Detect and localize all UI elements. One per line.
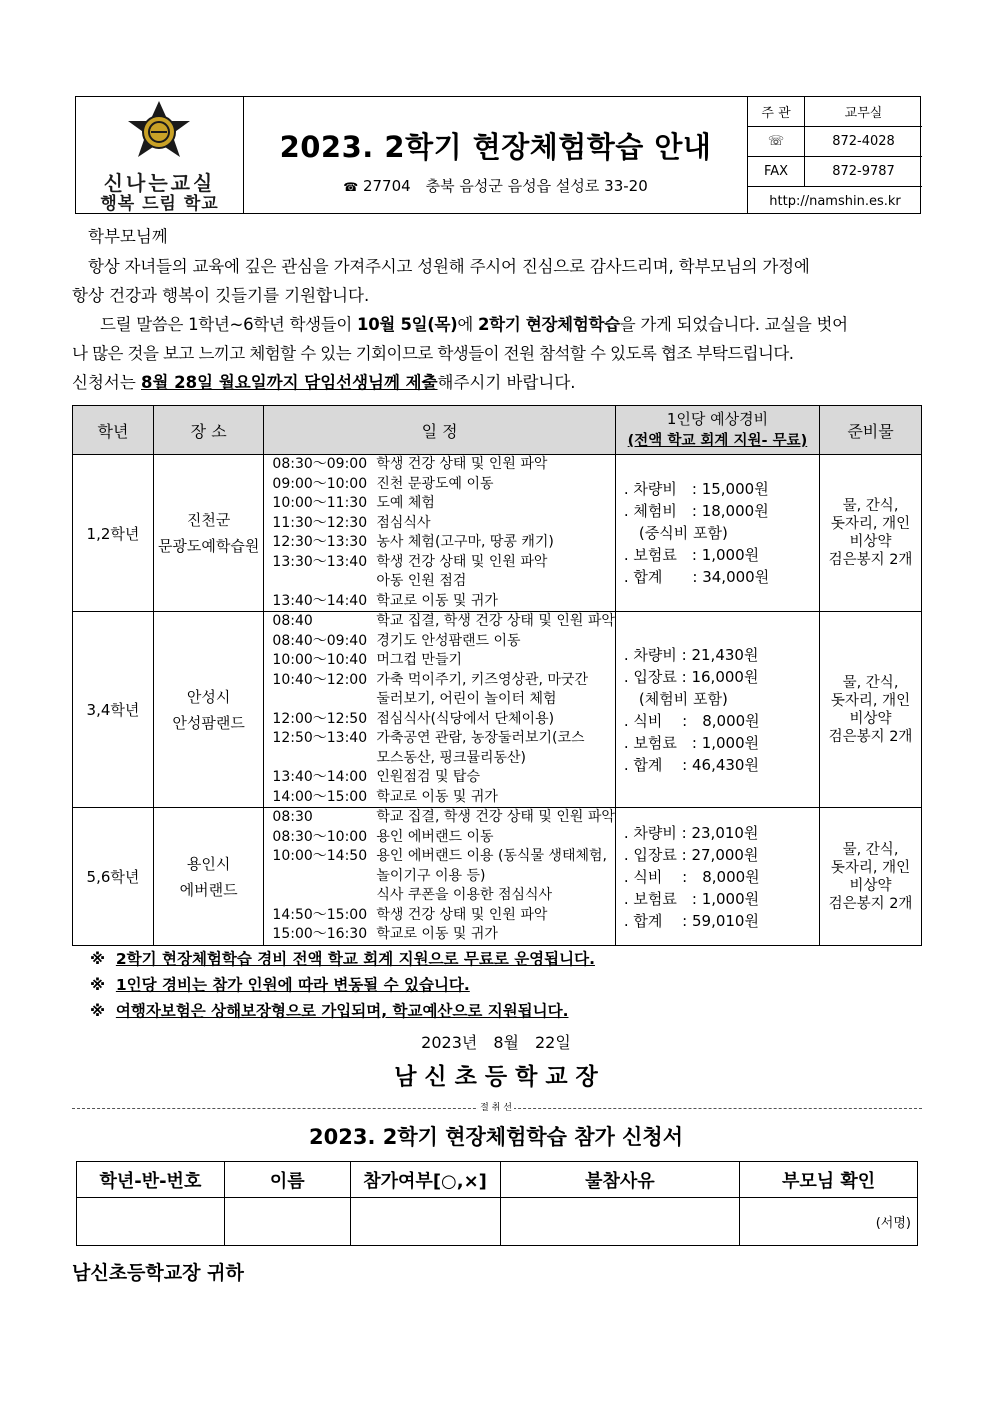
schedule-activity: 학생 건강 상태 및 인원 파악 xyxy=(376,553,548,570)
application-form-table xyxy=(76,1161,918,1246)
schedule-activity: 놀이기구 이용 등) xyxy=(376,867,486,884)
form-input-row xyxy=(77,1198,918,1246)
schedule-time: 08:40～09:40 xyxy=(272,632,368,649)
schedule-table xyxy=(72,405,922,946)
row-prep xyxy=(820,808,922,946)
schedule-header-row xyxy=(73,406,922,455)
form-title: 2023. 2학기 현장체험학습 참가 신청서 xyxy=(309,1125,683,1149)
schedule-item xyxy=(272,886,614,906)
contact-value: 872-4028 xyxy=(805,127,923,157)
document-header xyxy=(75,96,921,214)
prep-item: 비상약 xyxy=(849,534,892,550)
cost-item: (체험비 포함) xyxy=(623,689,728,708)
prep-item: 물, 간식, xyxy=(842,498,899,514)
schedule-activity: 식사 쿠폰을 이용한 점심식사 xyxy=(376,887,553,903)
note-mark-icon: ※ xyxy=(90,1002,106,1020)
row-place xyxy=(153,455,264,612)
form-header-row xyxy=(77,1162,918,1198)
cost-item: . 합계 : 34,000원 xyxy=(623,568,770,586)
schedule-activity: 경기도 안성팜랜드 이동 xyxy=(376,632,521,649)
cost-item: (중식비 포함) xyxy=(623,524,728,542)
cost-item: . 합계 : 46,430원 xyxy=(623,755,759,774)
cost-item: . 입장료 : 16,000원 xyxy=(623,667,759,686)
submission-deadline: 8월 28일 월요일까지 담임선생님께 제출 xyxy=(141,373,438,392)
note-item xyxy=(90,946,595,972)
letter-text: 에 xyxy=(457,315,478,334)
schedule-time: 13:30～13:40 xyxy=(272,553,368,570)
cost-item: . 차량비 : 23,010원 xyxy=(623,823,759,842)
schedule-time: 15:00～16:30 xyxy=(272,926,368,942)
place-line: 문광도예학습원 xyxy=(157,537,260,555)
schedule-item xyxy=(272,906,614,926)
schedule-item xyxy=(272,847,614,867)
schedule-activity: 머그컵 만들기 xyxy=(376,652,463,668)
schedule-item xyxy=(272,475,614,495)
letter-text: 해주시기 바랍니다. xyxy=(437,373,576,392)
place-line: 진천군 xyxy=(186,511,231,529)
row-grade: 1,2학년 xyxy=(73,455,154,612)
prep-item: 물, 간식, xyxy=(842,674,899,691)
contact-row xyxy=(748,97,922,127)
schedule-item xyxy=(272,514,614,534)
logo-slogan-line2: 행복 드림 학교 xyxy=(100,194,219,214)
cost-item: . 보험료 : 1,000원 xyxy=(623,733,760,752)
header-prep: 준비물 xyxy=(820,406,922,455)
schedule-item xyxy=(272,553,614,573)
cost-item: . 차량비 : 21,430원 xyxy=(623,645,759,664)
row-cost xyxy=(615,808,819,946)
cost-item: . 합계 : 59,010원 xyxy=(623,911,759,930)
header-schedule: 일 정 xyxy=(264,406,615,455)
contact-row xyxy=(748,187,922,217)
prep-item: 돗자리, 개인 xyxy=(830,516,911,532)
schedule-item xyxy=(272,867,614,887)
event-name: 2학기 현장체험학습 xyxy=(478,315,620,334)
schedule-activity: 용인 에버랜드 이동 xyxy=(376,828,494,845)
note-mark-icon: ※ xyxy=(90,950,106,968)
schedule-item xyxy=(272,632,614,652)
row-place xyxy=(153,612,264,808)
schedule-item xyxy=(272,808,614,828)
schedule-time: 10:00～11:30 xyxy=(272,495,368,511)
prep-item: 돗자리, 개인 xyxy=(830,692,911,709)
note-text: 여행자보험은 상해보장형으로 가입되며, 학교예산으로 지원됩니다. xyxy=(115,1002,569,1020)
schedule-item xyxy=(272,925,614,945)
schedule-activity: 둘러보기, 어린이 놀이터 체험 xyxy=(376,691,557,707)
schedule-time: 13:40～14:00 xyxy=(272,769,368,785)
absence-reason-field[interactable] xyxy=(500,1198,740,1246)
schedule-time: 14:00～15:00 xyxy=(272,788,368,805)
form-header-grade-class-number: 학년-반-번호 xyxy=(77,1162,225,1198)
schedule-item xyxy=(272,671,614,691)
schedule-activity: 학교로 이동 및 귀가 xyxy=(376,592,498,609)
schedule-time: 09:00～10:00 xyxy=(272,475,368,492)
cost-item: . 입장료 : 27,000원 xyxy=(623,845,759,864)
schedule-item xyxy=(272,612,614,632)
schedule-item xyxy=(272,729,614,749)
schedule-activity: 학교 집결, 학생 건강 상태 및 인원 파악 xyxy=(376,613,615,629)
contact-info-box xyxy=(747,97,922,213)
schedule-time: 12:50～13:40 xyxy=(272,730,368,746)
cost-item: . 차량비 : 15,000원 xyxy=(623,480,769,498)
schedule-activity: 점심식사 xyxy=(376,514,431,531)
schedule-item xyxy=(272,592,614,612)
schedule-item xyxy=(272,749,614,769)
note-item xyxy=(90,972,595,998)
schedule-item xyxy=(272,690,614,710)
row-cost xyxy=(615,455,819,612)
form-header-name: 이름 xyxy=(224,1162,350,1198)
schedule-time: 11:30～12:30 xyxy=(272,514,368,531)
schedule-activity: 가축 먹이주기, 키즈영상관, 마굿간 xyxy=(376,671,588,688)
schedule-activity: 학교로 이동 및 귀가 xyxy=(376,926,498,942)
cut-line-label: 절 취 선 xyxy=(480,1103,512,1113)
schedule-item xyxy=(272,710,614,730)
schedule-time: 12:30～13:30 xyxy=(272,534,368,550)
cost-item: . 보험료 : 1,000원 xyxy=(623,546,760,564)
schedule-item xyxy=(272,494,614,514)
row-place xyxy=(153,808,264,946)
place-line: 에버랜드 xyxy=(179,880,238,899)
header-cost-line2: (전액 학교 회계 지원- 무료) xyxy=(627,433,808,449)
row-grade: 3,4학년 xyxy=(73,612,154,808)
schedule-time: 10:40～12:00 xyxy=(272,671,368,688)
form-header-absence-reason: 불참사유 xyxy=(500,1162,740,1198)
row-prep xyxy=(820,612,922,808)
trip-date: 10월 5일(목) xyxy=(357,315,458,334)
schedule-time: 08:40 xyxy=(272,613,313,629)
letter-text: 신청서는 xyxy=(72,373,142,392)
schedule-activity: 학교로 이동 및 귀가 xyxy=(376,788,498,805)
row-cost xyxy=(615,612,819,808)
schedule-activity: 가축공연 관람, 농장둘러보기(코스 xyxy=(376,730,585,746)
address-text: 27704 충북 음성군 음성읍 설성로 33-20 xyxy=(362,177,648,195)
prep-item: 검은봉지 2개 xyxy=(828,895,913,912)
school-logo-area xyxy=(76,97,244,213)
signature-label: (서명) xyxy=(875,1216,911,1231)
participation-field[interactable] xyxy=(350,1198,500,1246)
schedule-time: 10:00～10:40 xyxy=(272,652,368,668)
schedule-item xyxy=(272,455,614,475)
letter-text: 드릴 말씀은 1학년~6학년 학생들이 xyxy=(100,315,358,334)
schedule-row xyxy=(73,455,922,612)
place-line: 용인시 xyxy=(186,854,231,873)
schedule-time: 12:00～12:50 xyxy=(272,710,368,727)
note-item xyxy=(90,998,595,1024)
contact-label: FAX xyxy=(748,157,805,187)
row-schedule xyxy=(264,808,615,946)
header-cost xyxy=(615,406,819,455)
schedule-activity: 학생 건강 상태 및 인원 파악 xyxy=(376,906,548,923)
letter-text: 을 가게 되었습니다. 교실을 벗어 xyxy=(619,315,848,334)
cost-item: . 체험비 : 18,000원 xyxy=(623,502,769,520)
schedule-time: 14:50～15:00 xyxy=(272,906,368,923)
schedule-activity: 학생 건강 상태 및 인원 파악 xyxy=(376,456,548,472)
form-addressee: 남신초등학교장 귀하 xyxy=(72,1262,244,1284)
schedule-body xyxy=(73,455,922,946)
letter-paragraph1-line1: 항상 자녀들의 교육에 깊은 관심을 가져주시고 성원해 주시어 진심으로 감사드리며, 학부모님의 가정에 xyxy=(88,257,810,276)
schedule-item xyxy=(272,768,614,788)
schedule-activity: 학교 집결, 학생 건강 상태 및 인원 파악 xyxy=(376,809,615,825)
header-grade: 학년 xyxy=(73,406,154,455)
row-schedule xyxy=(264,455,615,612)
parent-signature-field[interactable] xyxy=(740,1198,918,1246)
schedule-time: 08:30～09:00 xyxy=(272,456,368,472)
grade-class-number-field[interactable] xyxy=(77,1198,225,1246)
schedule-item xyxy=(272,788,614,808)
notes-section xyxy=(90,946,595,1024)
schedule-time: 13:40～14:40 xyxy=(272,592,368,609)
address-icon: ☎ xyxy=(343,180,359,194)
logo-slogan-line1: 신나는교실 xyxy=(103,171,216,195)
form-header-parent-confirm: 부모님 확인 xyxy=(740,1162,918,1198)
note-mark-icon: ※ xyxy=(90,976,106,994)
prep-item: 돗자리, 개인 xyxy=(830,859,911,876)
note-text: 1인당 경비는 참가 인원에 따라 변동될 수 있습니다. xyxy=(115,976,470,994)
greeting: 학부모님께 xyxy=(88,227,168,246)
school-address xyxy=(244,175,747,196)
cost-item: . 식비 : 8,000원 xyxy=(623,711,760,730)
schedule-activity: 도예 체험 xyxy=(376,495,435,511)
schedule-item xyxy=(272,533,614,553)
prep-item: 검은봉지 2개 xyxy=(828,552,913,568)
principal-signature: 남 신 초 등 학 교 장 xyxy=(394,1064,598,1090)
contact-row xyxy=(748,127,922,157)
schedule-time: 08:30～10:00 xyxy=(272,828,368,845)
schedule-time: 08:30 xyxy=(272,809,313,825)
letter-paragraph2-line2: 나 많은 것을 보고 느끼고 체험할 수 있는 기회이므로 학생들이 전원 참석할 수 있도록 협조 부탁드립니다. xyxy=(72,344,794,363)
row-grade: 5,6학년 xyxy=(73,808,154,946)
schedule-activity: 용인 에버랜드 이용 (동식물 생태체험, xyxy=(376,848,607,864)
cost-item: . 보험료 : 1,000원 xyxy=(623,889,760,908)
prep-item: 물, 간식, xyxy=(842,841,899,858)
letter-paragraph1-line2: 항상 건강과 행복이 깃들기를 기원합니다. xyxy=(72,286,370,305)
prep-item: 검은봉지 2개 xyxy=(828,728,913,745)
letter-date: 2023년 8월 22일 xyxy=(421,1033,571,1052)
schedule-activity: 농사 체험(고구마, 땅콩 캐기) xyxy=(376,534,554,550)
header-cost-line1: 1인당 예상경비 xyxy=(666,410,769,428)
contact-row xyxy=(748,157,922,187)
letter-paragraph2-line3 xyxy=(72,368,576,398)
schedule-activity: 인원점검 및 탑승 xyxy=(376,769,480,785)
prep-item: 비상약 xyxy=(849,710,892,727)
contact-value: 872-9787 xyxy=(805,157,923,187)
contact-table xyxy=(748,97,922,216)
school-emblem-icon xyxy=(124,99,194,169)
cost-item: . 식비 : 8,000원 xyxy=(623,867,760,886)
header-title-area xyxy=(244,97,747,213)
row-schedule xyxy=(264,612,615,808)
schedule-time: 10:00～14:50 xyxy=(272,848,368,864)
phone-icon: ☏ xyxy=(748,127,805,157)
contact-value: 교무실 xyxy=(805,97,923,127)
letter-paragraph2-line1 xyxy=(100,310,848,340)
place-line: 안성팜랜드 xyxy=(172,713,245,732)
schedule-activity: 아동 인원 점검 xyxy=(376,573,467,589)
schedule-item xyxy=(272,828,614,848)
contact-label: 주 관 xyxy=(748,97,805,127)
schedule-row xyxy=(73,612,922,808)
header-place: 장 소 xyxy=(153,406,264,455)
form-header-participation: 참가여부[○,×] xyxy=(350,1162,500,1198)
prep-item: 비상약 xyxy=(849,877,892,894)
schedule-activity: 모스동산, 핑크뮬리동산) xyxy=(376,749,527,766)
name-field[interactable] xyxy=(224,1198,350,1246)
row-prep xyxy=(820,455,922,612)
schedule-activity: 진천 문광도예 이동 xyxy=(376,475,494,492)
schedule-item xyxy=(272,651,614,671)
place-line: 안성시 xyxy=(186,687,231,706)
page-title: 2023. 2학기 현장체험학습 안내 xyxy=(279,130,712,164)
schedule-activity: 점심식사(식당에서 단체이용) xyxy=(376,710,555,727)
school-url[interactable]: http://namshin.es.kr xyxy=(748,187,922,217)
note-text: 2학기 현장체험학습 경비 전액 학교 회계 지원으로 무료로 운영됩니다. xyxy=(115,950,595,968)
schedule-item xyxy=(272,572,614,592)
schedule-row xyxy=(73,808,922,946)
cut-line-label-wrap xyxy=(0,1100,992,1113)
